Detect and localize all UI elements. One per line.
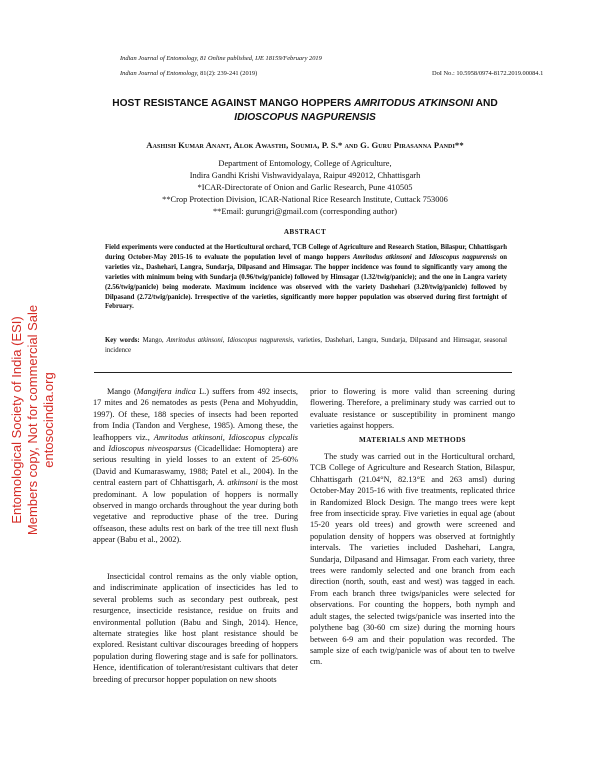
species-name: Idioscopus niveosparsus — [108, 444, 192, 454]
abstract-species: Amritodus atkinsoni — [353, 253, 412, 261]
journal-citation-line — [120, 70, 544, 77]
keywords — [105, 336, 507, 356]
paragraph-text: Insecticidal control remains as the only viable option, and indiscriminate application of insecticides has led to several problems such as secondary pest outbreak, pest resurgence, insecticide resistance, residue on fruits and environmental pollution (Babu and Singh, 2014). Hence, alternate strategies like host plant resistance should be explored. Resistant cultivar discourages breeding of hoppers population during flowering stage and is safe for pollinators. Hence, identification of tolerant/resistant cultivars that deter breeding of precursor hopper population on new shoots — [93, 572, 298, 684]
watermark-url[interactable]: entosocindia.org — [41, 372, 56, 468]
doi[interactable]: DoI No.: 10.5958/0974-8172.2019.00084.1 — [432, 70, 544, 77]
paragraph-text: The study was carried out in the Horticultural orchard, TCB College of Agriculture and Research Station, Bilaspur, Chhattisgarh (21.04°N, 82.13°E and 263 amsl) during October-May 2015-16 with five treatments, replicated thrice in Randomized Block Design. The mango trees were kept free from insecticide spray. Five varieties in equal age (about 15-20 years old trees) and growth were screened and population density of hoppers was observed at fortnightly intervals. The varieties included Dashehari, Langra, Sundarja, Dilpasand and Himsagar. From each variety, three trees were randomly selected and one branch from each direction (north, south, east and west) was tagged in each. From each branch three twigs/panicles were selected for observations. For counting the hoppers, both nymph and adult stages, the selected twigs/panicle was inserted into the polythene bag (30-60 cm size) during the morning hours between 6-9 am and their population was recorded. The sample size of each twig/panicle was of about ten to twelve cm. — [310, 452, 515, 667]
text-seg: (Cicadellidae: Homoptera) are serious resulting in yield losses to an extent of 25-60% (David and Kumaraswamy, 1988; Patel et al., 2004). In the central eastern part of Chhattisgarh, — [93, 444, 298, 488]
affiliations — [100, 158, 510, 218]
title-species-1: AMRITODUS ATKINSONI — [353, 98, 474, 109]
article-title — [95, 97, 515, 125]
abstract-heading: ABSTRACT — [283, 228, 327, 236]
keywords-species: Amritodus atkinsoni, Idioscopus nagpurensis, — [166, 337, 295, 344]
species-name: Mangifera indica — [136, 387, 196, 396]
text-seg: Mango ( — [107, 387, 137, 396]
abstract-seg: and — [411, 253, 429, 261]
affiliation-line: Department of Entomology, College of Agriculture, — [218, 159, 392, 168]
keywords-label: Key words: — [105, 337, 140, 344]
title-species-2: IDIOSCOPUS NAGPURENSIS — [234, 112, 376, 123]
affiliation-line: *ICAR-Directorate of Onion and Garlic Research, Pune 410505 — [197, 183, 413, 192]
journal-volume: 81(2): 239-241 (2019) — [198, 70, 258, 77]
watermark-line: Entomological Society of India (ESI) — [9, 316, 24, 524]
journal-online-line: Indian Journal of Entomology, 81 Online published, IJE 18159/February 2019 — [120, 55, 322, 62]
affiliation-line: Indira Gandhi Krishi Vishwavidyalaya, Raipur 492012, Chhattisgarh — [189, 171, 421, 180]
abstract-text — [105, 243, 507, 312]
intro-paragraph-3 — [310, 386, 515, 432]
corresponding-email[interactable]: **Email: gurungri@gmail.com (corresponding author) — [212, 207, 397, 216]
methods-paragraph — [310, 451, 515, 668]
intro-paragraph-2 — [93, 571, 298, 685]
watermark-line: Members copy, Not for commercial Sale — [25, 304, 40, 536]
abstract-seg: on varieties viz., Dashehari, Langra, Sundarja, Dilpasand and Himsagar. The hopper incidence was found to significantly vary among the varieties with minimum being with Sundarja (0.96/twig/panicle) followed by Himsagar (1.32/twig/panicle); and the one in Langra variety (2.56/twig/panicle) being moderate. Maximum incidence was observed with the variety Dashehari (3.20/twig/panicle) followed by Dilpasand (2.72/twig/panicle). Irrespective of the varieties, significantly more hopper population was observed during first fortnight of February. — [105, 253, 507, 311]
title-part-1: HOST RESISTANCE AGAINST MANGO HOPPERS — [112, 98, 354, 109]
keywords-seg: Mango, — [139, 337, 167, 344]
text-seg: and — [93, 444, 109, 454]
species-name: A. atkinsoni — [217, 478, 258, 488]
abstract-species: Idioscopus nagpurensis — [428, 253, 497, 261]
affiliation-line: **Crop Protection Division, ICAR-National Rice Research Institute, Cuttack 753006 — [162, 195, 448, 204]
section-heading-methods: MATERIALS AND METHODS — [359, 436, 466, 444]
intro-paragraph-1 — [93, 386, 298, 546]
text-seg: is the most predominant. A low population of hoppers is normally observed in mango orchards throughout the year during both vegetative and reproductive phase of the tree. During offseason, these adults rest on bark of the tree till next flush appear (Babu et al., 2002). — [93, 478, 298, 545]
species-name: Amritodus atkinsoni, Idioscopus clypcalis — [153, 432, 299, 442]
keywords-seg: varieties, Dashehari, Langra, Sundarja, Dilpasand and Himsagar, seasonal incidence — [105, 337, 507, 354]
divider-rule — [94, 372, 512, 373]
text-seg: L.) suffers from 492 insects, 17 mites and 26 nematodes as pests (Pena and Mohyuddin, 1997). Of these, 188 species of insects had been reported from India (Tandon and Verghese, 1985). Among these, the leafhoppers viz., — [93, 387, 299, 442]
paragraph-text: prior to flowering is more valid than screening during flowering. Therefore, a preliminary study was carried out to evaluate resistance or susceptibility in prominent mango varieties against hoppers. — [310, 387, 515, 431]
watermark — [3, 250, 63, 590]
authors: Aashish Kumar Anant, Alok Awasthi, Soumia, P. S.* and G. Guru Pirasanna Pandi** — [146, 140, 464, 150]
abstract-seg: Field experiments were conducted at the Horticultural orchard, TCB College of Agriculture and Research Station, Bilaspur, Chhattisgarh during October-May 2015-16 to evaluate the population level of mango hoppers — [105, 244, 507, 261]
title-part-2: AND — [473, 98, 498, 109]
journal-name: Indian Journal of Entomology, — [120, 70, 199, 77]
